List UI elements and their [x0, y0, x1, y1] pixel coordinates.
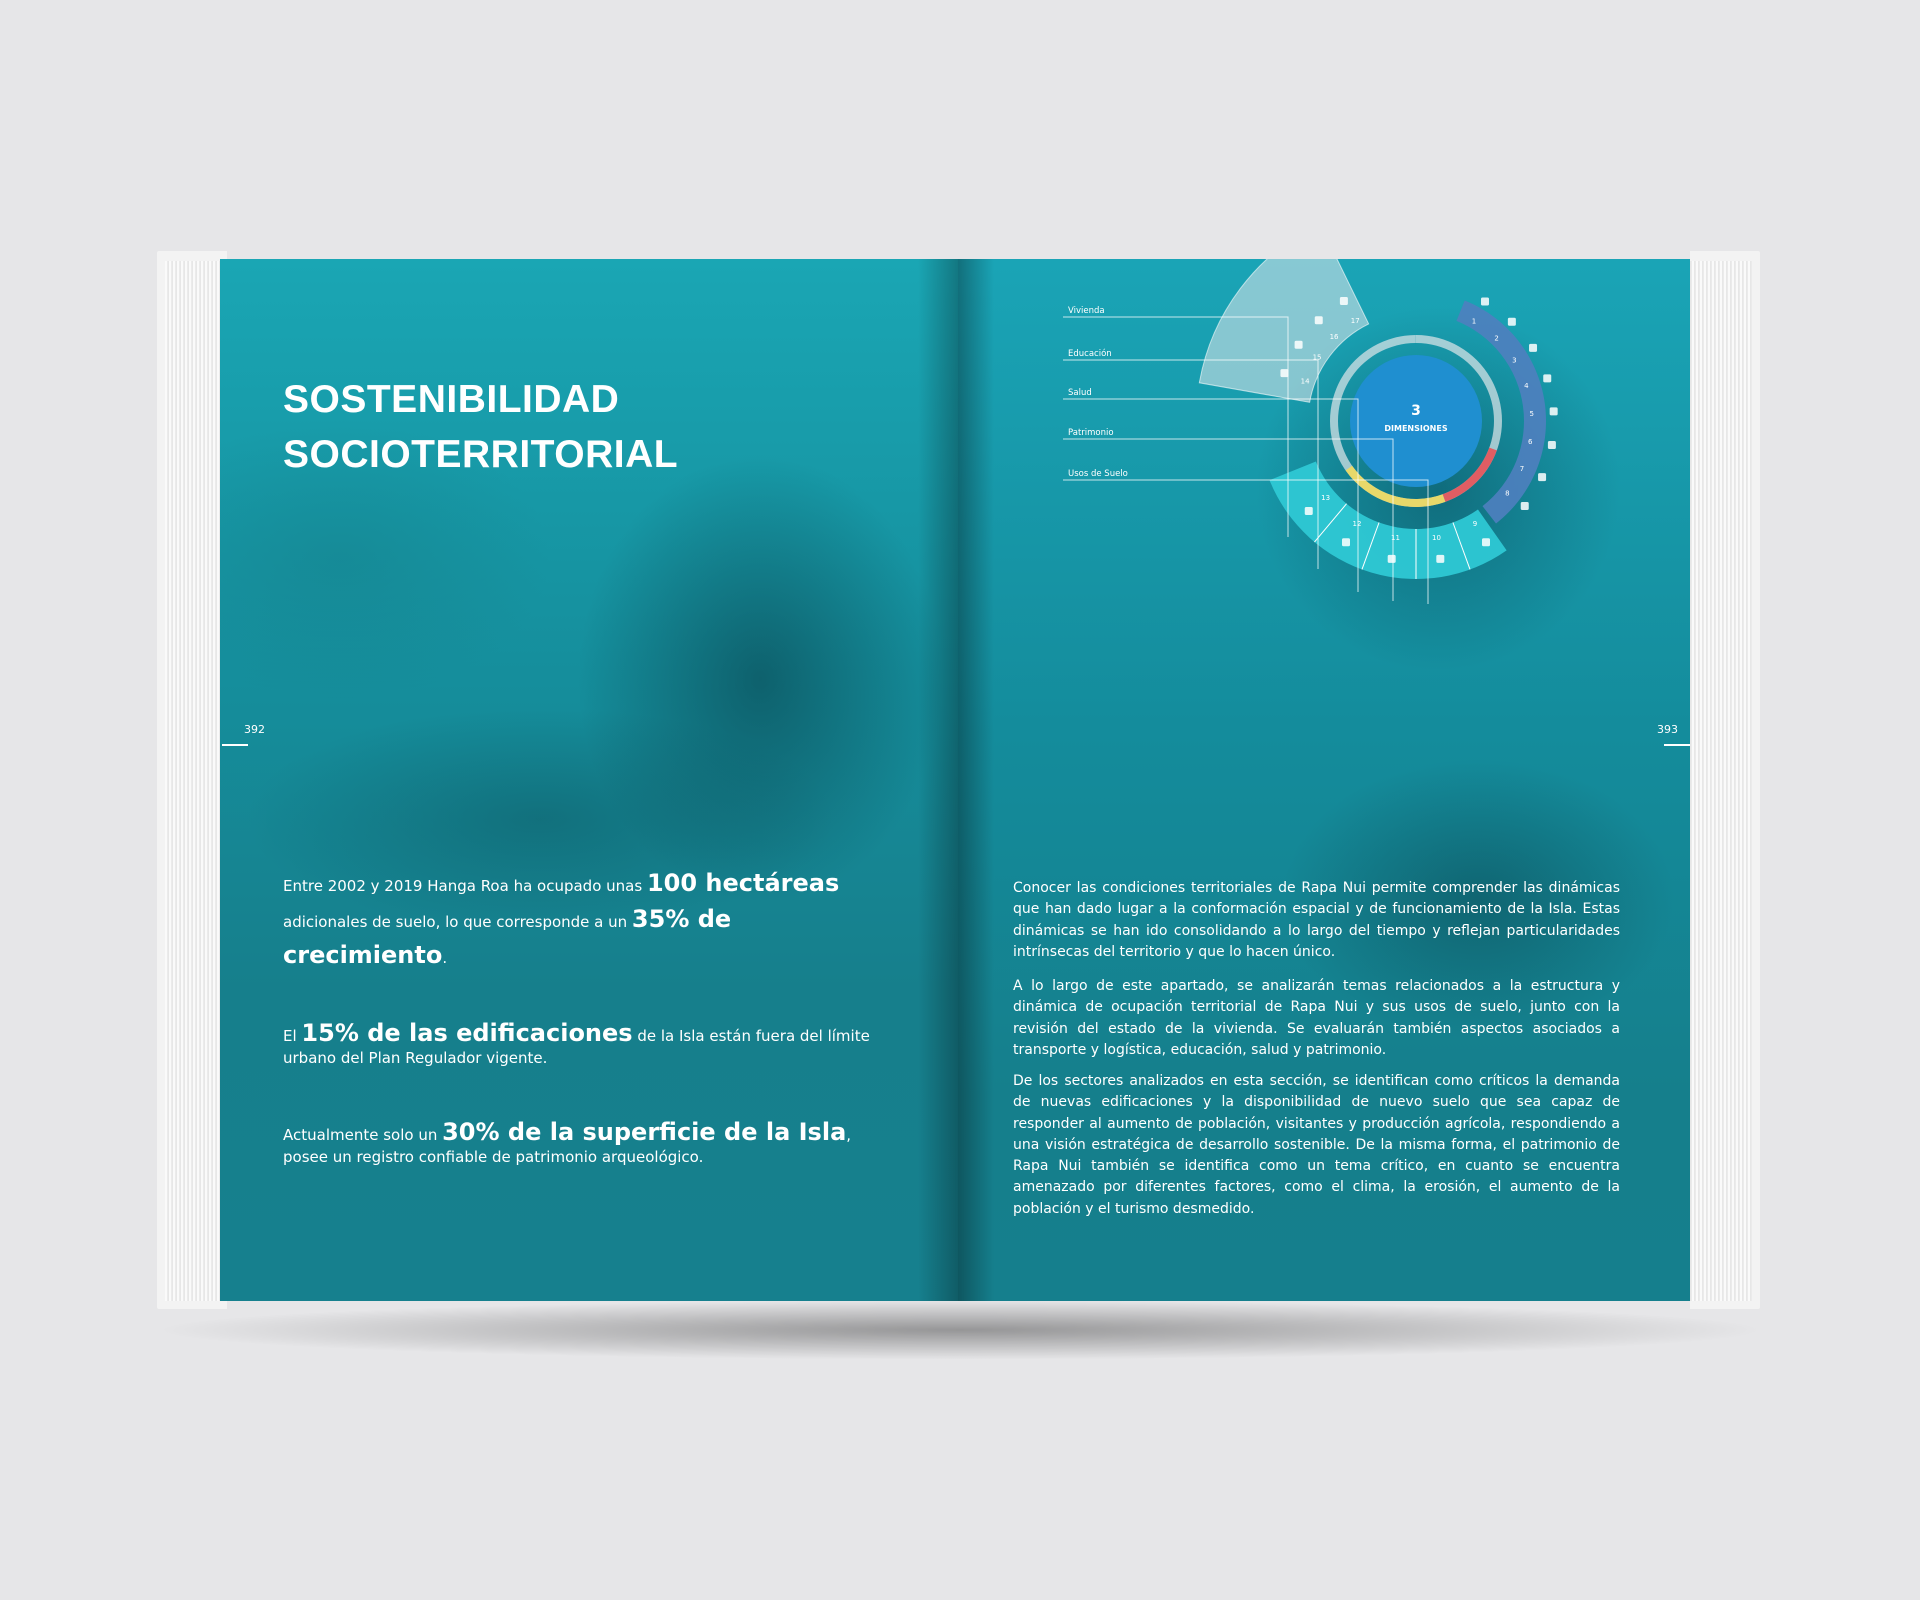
- body-paragraph-2: A lo largo de este apartado, se analizarán temas relacionados a la estructura y dinámica de ocupación territorial de Rapa Nui y sus usos de suelo, junto con la revisión del estado de la vivienda. Se evaluarán también aspectos asociados a transporte y logística, educación, salud y patrimonio.: [1013, 978, 1620, 1058]
- page-number-rule-right: [1664, 744, 1690, 746]
- segment-icon: [1543, 374, 1551, 382]
- center-circle: [1350, 355, 1482, 487]
- page-edges-right: [1690, 261, 1752, 1301]
- right-page: [958, 259, 1690, 1301]
- segment-number: 12: [1352, 520, 1362, 529]
- stat-buildings-pre: El: [283, 1027, 302, 1045]
- segment-icon: [1436, 555, 1444, 563]
- segment-icon: [1550, 407, 1558, 415]
- legend-label-3: Patrimonio: [1068, 428, 1114, 438]
- legend-label-2: Salud: [1068, 388, 1092, 398]
- segment-icon: [1482, 538, 1490, 546]
- book-shadow: [150, 1300, 1770, 1360]
- segment-icon: [1548, 441, 1556, 449]
- segment-icon: [1340, 297, 1348, 305]
- title-line-2: SOCIOTERRITORIAL: [283, 433, 679, 476]
- gutter-shadow-left: [918, 259, 958, 1301]
- segment-number: 16: [1329, 333, 1339, 342]
- stat-growth-text-2: adicionales de suelo, lo que corresponde a un: [283, 913, 632, 931]
- open-book: [157, 251, 1760, 1309]
- segment-icon: [1481, 297, 1489, 305]
- page-number-left: 392: [244, 723, 265, 736]
- segment-number: 7: [1519, 465, 1525, 474]
- stat-buildings-percent: 15% de las edificaciones: [301, 1019, 633, 1047]
- segment-number: 11: [1391, 534, 1400, 543]
- page-number-rule-left: [222, 744, 248, 746]
- radial-diagram: [1199, 259, 1557, 579]
- segment-number: 15: [1312, 353, 1322, 362]
- segment-icon: [1508, 318, 1516, 326]
- segment-number: 2: [1494, 334, 1499, 343]
- left-page: [220, 259, 958, 1301]
- segment-icon: [1529, 344, 1537, 352]
- segment-number: 3: [1512, 356, 1517, 365]
- legend-label-0: Vivienda: [1068, 306, 1105, 316]
- segment-number: 6: [1528, 438, 1533, 447]
- dimensions-diagram: [958, 259, 1690, 719]
- page-edges-left: [165, 261, 227, 1301]
- legend-label-4: Usos de Suelo: [1068, 469, 1128, 479]
- legend-label-1: Educación: [1068, 349, 1112, 359]
- stat-heritage-text: , posee un registro confiable de patrimonio arqueológico.: [283, 1126, 852, 1166]
- segment-number: 5: [1529, 409, 1534, 418]
- segment-number: 4: [1524, 382, 1529, 391]
- segment-number: 1: [1471, 317, 1477, 326]
- segment-icon: [1388, 555, 1396, 563]
- segment-icon: [1342, 538, 1350, 546]
- stat-growth-text: Entre 2002 y 2019 Hanga Roa ha ocupado unas: [283, 877, 647, 895]
- stat-buildings-text: de la Isla están fuera del límite urbano del Plan Regulador vigente.: [283, 1027, 870, 1067]
- stat-heritage: [283, 1118, 883, 1168]
- stat-buildings: [283, 1019, 883, 1069]
- stat-heritage-pre: Actualmente solo un: [283, 1126, 443, 1144]
- page-title: [283, 372, 678, 482]
- body-paragraph-3: De los sectores analizados en esta sección, se identifican como críticos la demanda de nuevas edificaciones y la disponibilidad de nuevo suelo que sea capaz de responder al aumento de población, visitantes y producción agrícola, respondiendo a una visión estratégica de desarrollo sostenible. De la misma forma, el patrimonio de Rapa Nui también se identifica como un tema crítico, en cuanto se encuentra amenazado por diferentes factores, como el clima, la erosión, el aumento de la población y el turismo desmedido.: [1013, 1073, 1620, 1217]
- stat-heritage-percent: 30% de la superficie de la Isla: [442, 1118, 847, 1146]
- segment-icon: [1521, 502, 1529, 510]
- segment-icon: [1315, 316, 1323, 324]
- stat-growth: [283, 867, 883, 975]
- segment-icon: [1538, 473, 1546, 481]
- center-label: DIMENSIONES: [1384, 424, 1448, 433]
- stat-growth-end: .: [442, 949, 448, 967]
- segment-icon: [1305, 507, 1313, 515]
- segment-icon: [1280, 369, 1288, 377]
- segment-number: 17: [1350, 316, 1360, 325]
- segment-number: 14: [1300, 377, 1310, 386]
- segment-number: 10: [1432, 534, 1441, 543]
- body-paragraph-1: Conocer las condiciones territoriales de Rapa Nui permite comprender las dinámicas que han dado lugar a la conformación espacial y de funcionamiento de la Isla. Estas dinámicas se han ido consolidando a lo largo del tiempo y reflejan particularidades intrínsecas del territorio y que lo hacen único.: [1013, 880, 1620, 960]
- segment-number: 9: [1472, 520, 1478, 529]
- stat-growth-percent: 35% de crecimiento: [283, 905, 732, 969]
- title-line-1: SOSTENIBILIDAD: [283, 378, 620, 421]
- segment-number: 8: [1505, 489, 1510, 498]
- center-number: 3: [1411, 403, 1421, 419]
- segment-number: 13: [1321, 493, 1331, 502]
- page-number-right: 393: [1657, 723, 1678, 736]
- stat-growth-hectares: 100 hectáreas: [646, 869, 840, 897]
- segment-icon: [1295, 341, 1303, 349]
